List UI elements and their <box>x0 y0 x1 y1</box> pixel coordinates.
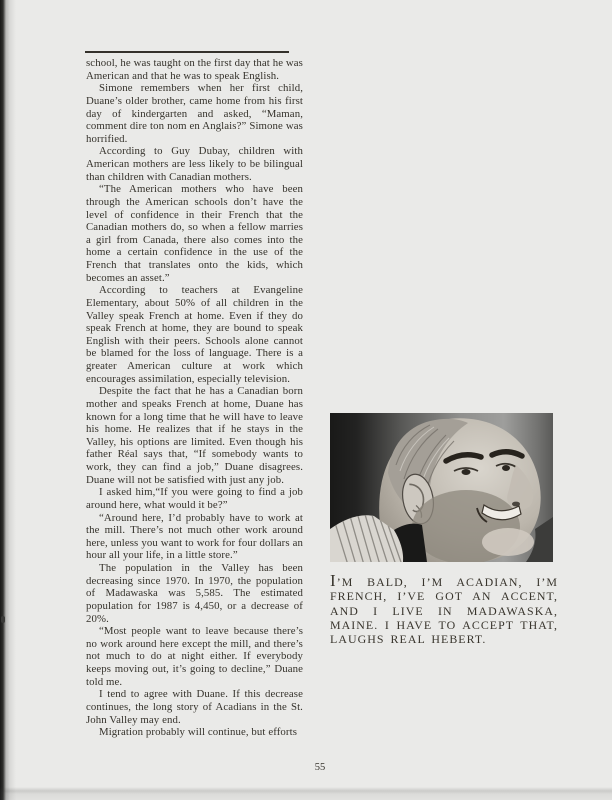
article-paragraph: “Around here, I’d probably have to work at the mill. There’s not much other work around here, unless you want to work for four dollars an hour all your life, in a little store.” <box>86 511 303 562</box>
article-paragraph: According to teachers at Evangeline Elementary, about 50% of all children in the Valley speak French at home. Even if they do speak French at home, they are bound to speak English with their peers. Schools alone cannot be blamed for the loss of language. There is a greater American culture at work which encourages assimilation, especially television. <box>86 284 303 385</box>
article-paragraph: “The American mothers who have been through the American schools don’t have the level of confidence in their French that the Canadian mothers do, so when a fellow marries a girl from Canada, there also comes into the home a certain confidence in the use of the French that translates onto the kids, which becomes an asset.” <box>86 183 303 284</box>
caption-drop-cap: I <box>330 571 337 590</box>
article-paragraph: “Most people want to leave because there’s no work around here except the mill, and there’s not much to do at night either. If everybody keeps moving out, it’s going to decline,” Duane told me. <box>86 625 303 688</box>
article-paragraph: I asked him,“If you were going to find a job around here, what would it be?” <box>86 486 303 511</box>
page-bottom-edge-shadow <box>0 787 612 800</box>
article-paragraph: Migration probably will continue, but efforts <box>99 726 298 739</box>
article-paragraph: I tend to agree with Duane. If this decrease continues, the long story of Acadians in the St. John Valley may end. <box>86 688 303 726</box>
article-text-column <box>86 57 303 739</box>
portrait-photo <box>330 413 553 562</box>
scan-artifact-speck <box>1 616 5 623</box>
chin-highlight <box>482 528 534 556</box>
column-top-rule <box>85 51 289 53</box>
article-paragraph: school, he was taught on the first day that he was American and that he was to speak English. <box>86 57 303 82</box>
photo-caption <box>330 572 558 646</box>
article-paragraph: The population in the Valley has been decreasing since 1970. In 1970, the population of Madawaska was 5,585. The estimated population for 1987 is 4,450, or a decrease of 20%. <box>86 562 303 625</box>
article-paragraph: According to Guy Dubay, children with American mothers are less likely to be bilingual than children with Canadian mothers. <box>86 145 303 183</box>
page-left-edge-shadow <box>0 0 16 800</box>
caption-text: ’M BALD, I’M ACADIAN, I’M FRENCH, I’VE GOT AN ACCENT, AND I LIVE IN MADAWASKA, MAINE. I HAVE TO ACCEPT THAT, LAUGHS REAL HEBERT. <box>330 575 558 647</box>
article-paragraph: Simone remembers when her first child, Duane’s older brother, came home from his first day of kindergarten and asked, “Maman, comment dire ton nom en Anglais?” Simone was horrified. <box>86 82 303 145</box>
portrait-photo-illustration <box>330 413 553 562</box>
page-number: 55 <box>314 762 326 773</box>
article-paragraph: Despite the fact that he has a Canadian born mother and speaks French at home, Duane has known for a long time that he will have to leave his home. He realizes that if he stays in the Valley, his options are limited. Even though his father Réal says that, “If somebody wants to work, they can find a job,” Duane disagrees. Duane will not be satisfied with just any job. <box>86 385 303 486</box>
